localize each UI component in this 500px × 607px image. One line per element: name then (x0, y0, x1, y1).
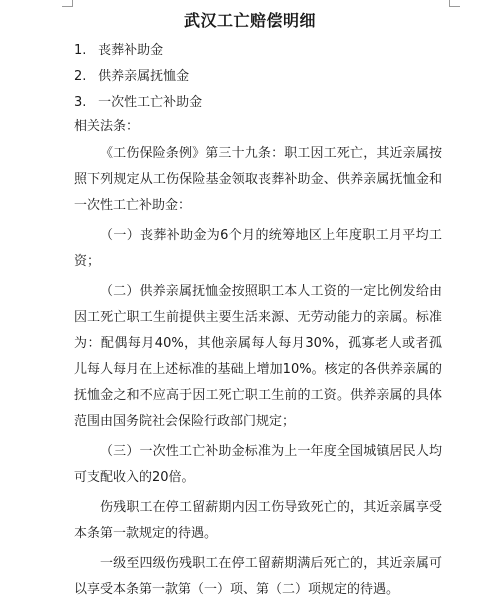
paragraph: 一级至四级伤残职工在停工留薪期满后死亡的，其近亲属可以享受本条第一款第（一）项、第（二）项规定的待遇。 (74, 556, 442, 597)
legal-basis-heading: 相关法条： (74, 119, 140, 134)
page-corner-mark-right (449, 0, 460, 7)
paragraph: 伤残职工在停工留薪期内因工伤导致死亡的，其近亲属享受本条第一款规定的待遇。 (74, 500, 442, 541)
paragraph: （三）一次性工亡补助金标准为上一年度全国城镇居民人均可支配收入的20倍。 (74, 444, 442, 485)
list-item-label: 一次性工亡补助金 (98, 95, 203, 110)
list-item-label: 供养亲属抚恤金 (98, 69, 190, 84)
list-item-label: 丧葬补助金 (98, 43, 164, 58)
compensation-list (74, 38, 202, 116)
document-title: 武汉工亡赔偿明细 (183, 11, 316, 30)
page-corner-mark-left (62, 0, 73, 7)
list-item (74, 38, 202, 64)
list-item-number: 1. (74, 43, 87, 58)
paragraph: （一）丧葬补助金为6个月的统筹地区上年度职工月平均工资； (74, 228, 442, 269)
list-item-number: 3. (74, 95, 87, 110)
list-item (74, 64, 202, 90)
paragraph: 《工伤保险条例》第三十九条：职工因工死亡，其近亲属按照下列规定从工伤保险基金领取丧葬补助金、供养亲属抚恤金和一次性工亡补助金： (74, 146, 442, 213)
list-item (74, 90, 202, 116)
legal-text-body (74, 141, 442, 607)
paragraph: （二）供养亲属抚恤金按照职工本人工资的一定比例发给由因工死亡职工生前提供主要生活来源、无劳动能力的亲属。标准为：配偶每月40%，其他亲属每人每月30%，孤寡老人或者孤儿每人每月在上述标准的基础上增加10%。核定的各供养亲属的抚恤金之和不应高于因工死亡职工生前的工资。供养亲属的具体范围由国务院社会保险行政部门规定； (74, 284, 442, 429)
list-item-number: 2. (74, 69, 87, 84)
